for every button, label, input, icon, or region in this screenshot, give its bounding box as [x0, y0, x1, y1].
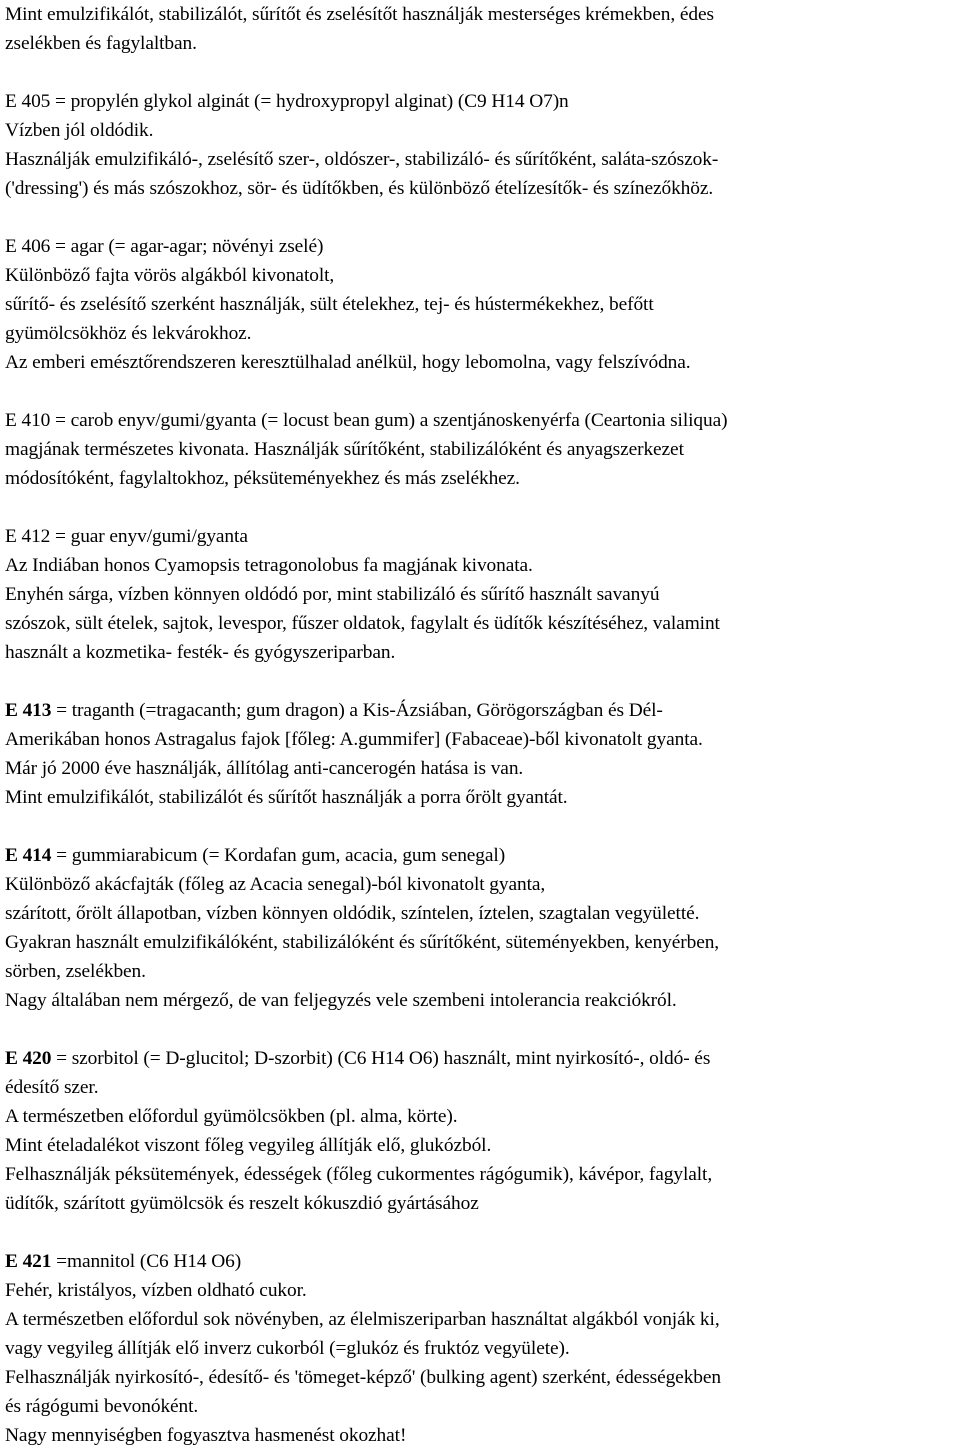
- text-line: Felhasználják péksütemények, édességek (főleg cukormentes rágógumik), kávépor, fagylalt,: [5, 1164, 713, 1185]
- paragraph: [5, 1247, 955, 1450]
- text-line: Használják emulzifikáló-, zselésítő szer-, oldószer-, stabilizáló- és sűrítőként, saláta-szószok-: [5, 149, 719, 170]
- text-line: E 406 = agar (= agar-agar; növényi zselé): [5, 236, 324, 257]
- text-line: Enyhén sárga, vízben könnyen oldódó por, mint stabilizáló és sűrítő használt savanyú: [5, 584, 660, 605]
- text-line: sörben, zselékben.: [5, 961, 146, 982]
- text-line: [5, 1044, 955, 1073]
- text-line: Amerikában honos Astragalus fajok [főleg: A.gummifer] (Fabaceae)-ből kivonatolt gyanta.: [5, 729, 703, 750]
- additive-code: E 413: [5, 700, 52, 721]
- text-line: Különböző akácfajták (főleg az Acacia senegal)-ból kivonatolt gyanta,: [5, 874, 546, 895]
- text-line: A természetben előfordul gyümölcsökben (pl. alma, körte).: [5, 1106, 458, 1127]
- text-line: vagy vegyileg állítják elő inverz cukorból (=glukóz és fruktóz vegyülete).: [5, 1338, 570, 1359]
- paragraph: [5, 696, 955, 812]
- text-line: Mint emulzifikálót, stabilizálót, sűrítőt és zselésítőt használják mesterséges krémekben, édes: [5, 4, 714, 25]
- text-line: E 412 = guar enyv/gumi/gyanta: [5, 526, 248, 547]
- text-line: használt a kozmetika- festék- és gyógyszeriparban.: [5, 642, 396, 663]
- text-line-rest: = traganth (=tragacanth; gum dragon) a Kis-Ázsiában, Görögországban és Dél-: [51, 700, 663, 721]
- text-line: Mint emulzifikálót, stabilizálót és sűrítőt használják a porra őrölt gyantát.: [5, 787, 568, 808]
- additive-code: E 414: [5, 845, 52, 866]
- text-line: üdítők, szárított gyümölcsök és reszelt kókuszdió gyártásához: [5, 1193, 479, 1214]
- additive-code: E 421: [5, 1251, 52, 1272]
- text-line-rest: = szorbitol (= D-glucitol; D-szorbit) (C6 H14 O6) használt, mint nyirkosító-, oldó- és: [51, 1048, 711, 1069]
- text-line: E 405 = propylén glykol alginát (= hydroxypropyl alginat) (C9 H14 O7)n: [5, 91, 569, 112]
- text-line: [5, 1247, 955, 1276]
- paragraph: [5, 1044, 955, 1218]
- text-line: A természetben előfordul sok növényben, az élelmiszeriparban használtat algákból vonják ki,: [5, 1309, 720, 1330]
- text-line: sűrítő- és zselésítő szerként használják, sült ételekhez, tej- és hústermékekhez, befőtt: [5, 294, 654, 315]
- text-line: módosítóként, fagylaltokhoz, péksüteményekhez és más zselékhez.: [5, 468, 520, 489]
- text-line: magjának természetes kivonata. Használják sűrítőként, stabilizálóként és anyagszerkezet: [5, 439, 684, 460]
- text-line: Különböző fajta vörös algákból kivonatolt,: [5, 265, 335, 286]
- text-line: édesítő szer.: [5, 1077, 99, 1098]
- text-line-rest: =mannitol (C6 H14 O6): [51, 1251, 242, 1272]
- text-line: Fehér, kristályos, vízben oldható cukor.: [5, 1280, 307, 1301]
- text-line: [5, 696, 955, 725]
- text-line: Gyakran használt emulzifikálóként, stabilizálóként és sűrítőként, süteményekben, kenyérben,: [5, 932, 720, 953]
- text-line: [5, 841, 955, 870]
- text-line: és rágógumi bevonóként.: [5, 1396, 199, 1417]
- text-line: Már jó 2000 éve használják, állítólag anti-cancerogén hatása is van.: [5, 758, 524, 779]
- text-line: Felhasználják nyirkosító-, édesítő- és 'tömeget-képző' (bulking agent) szerként, édességekben: [5, 1367, 721, 1388]
- text-line: Nagy mennyiségben fogyasztva hasmenést okozhat!: [5, 1425, 407, 1446]
- text-line: Vízben jól oldódik.: [5, 120, 154, 141]
- paragraph: [5, 87, 955, 203]
- additive-code: E 420: [5, 1048, 52, 1069]
- paragraph: [5, 841, 955, 1015]
- text-line: Mint ételadalékot viszont főleg vegyileg állítják elő, glukózból.: [5, 1135, 492, 1156]
- text-line: E 410 = carob enyv/gumi/gyanta (= locust bean gum) a szentjánoskenyérfa (Ceartonia siliqua): [5, 410, 728, 431]
- text-line-rest: = gummiarabicum (= Kordafan gum, acacia, gum senegal): [51, 845, 506, 866]
- text-line: gyümölcsökhöz és lekvárokhoz.: [5, 323, 252, 344]
- document-page: [5, 0, 955, 1450]
- text-line: Az emberi emésztőrendszeren keresztülhalad anélkül, hogy lebomolna, vagy felszívódna.: [5, 352, 691, 373]
- text-line: szárított, őrölt állapotban, vízben könnyen oldódik, színtelen, íztelen, szagtalan vegyületté.: [5, 903, 700, 924]
- text-line: szószok, sült ételek, sajtok, levespor, fűszer oldatok, fagylalt és üdítők készítéséhez, valamint: [5, 613, 720, 634]
- paragraph: [5, 0, 955, 58]
- paragraph: [5, 522, 955, 667]
- text-line: Az Indiában honos Cyamopsis tetragonolobus fa magjának kivonata.: [5, 555, 533, 576]
- text-line: zselékben és fagylaltban.: [5, 33, 197, 54]
- text-line: ('dressing') és más szószokhoz, sör- és üdítőkben, és különböző ételízesítők- és színezőkhöz.: [5, 178, 714, 199]
- paragraph: [5, 232, 955, 377]
- text-line: Nagy általában nem mérgező, de van feljegyzés vele szembeni intolerancia reakciókról.: [5, 990, 677, 1011]
- paragraph: [5, 406, 955, 493]
